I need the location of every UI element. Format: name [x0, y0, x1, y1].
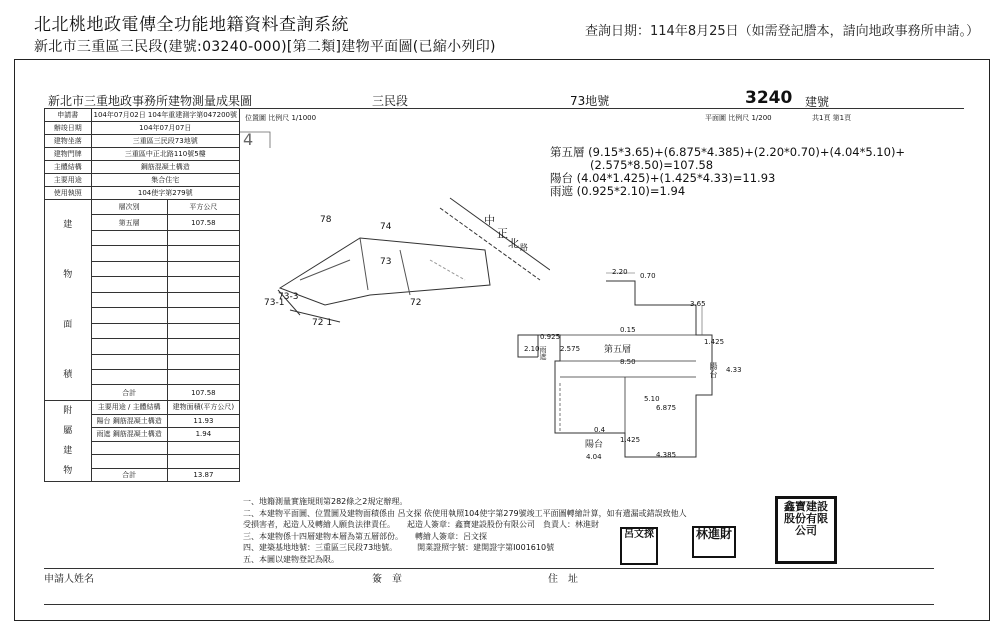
vertical-main-char: 物 [63, 270, 73, 280]
attach-h1: 主體結構 [132, 403, 161, 412]
lot-label-73-3: 73-3 [278, 292, 299, 302]
company-seal-text: 鑫寶建設股份有限公司 [784, 500, 828, 537]
attach-use-name: 雨遮 [96, 430, 111, 439]
info-row [45, 109, 240, 122]
info-row [45, 174, 240, 187]
floor-label: 第五層 [604, 345, 632, 355]
note-4: 三、本建物係十四層建物本層為第五層部份。 轉繪人簽章：呂文探 [243, 531, 487, 541]
info-row [45, 148, 240, 161]
dim-0-925: 0.925 [540, 333, 561, 341]
query-date: 查詢日期：114年8月25日（如需登記謄本，請向地政事務所申請。） [585, 24, 980, 39]
attach-use [91, 414, 167, 428]
attach-use [91, 428, 167, 442]
dim-2-10: 2.10 [524, 345, 540, 353]
floor-area: 107.58 [167, 215, 239, 230]
area-calc-line-3: 陽台 (4.04*1.425)+(1.425*4.33)=11.93 [550, 171, 776, 185]
applicant-name-label: 申請人姓名 [44, 574, 94, 585]
dim-1-425: 1.425 [704, 338, 725, 346]
area-header-sqm: 平方公尺 [167, 200, 239, 215]
footer-rule [44, 568, 934, 569]
vertical-main-char: 面 [63, 320, 73, 330]
attach-structure: 鋼筋混凝土構造 [112, 416, 162, 425]
drafter-seal [620, 527, 658, 565]
floor-name: 第五層 [91, 215, 167, 230]
info-label: 主體結構 [45, 161, 92, 174]
attach-header-row [45, 401, 240, 415]
address-label: 住 址 [548, 574, 578, 585]
vertical-main-char: 建 [63, 220, 73, 230]
info-label: 使用執照 [45, 187, 92, 200]
lot-number: 73地號 [570, 94, 610, 108]
lot-label-72-1: 72 1 [312, 318, 333, 328]
dim-2-20: 2.20 [612, 268, 628, 276]
attach-area: 11.93 [167, 414, 239, 428]
office-title: 新北市三重地政事務所建物測量成果圖 [48, 94, 253, 108]
attach-total-label: 合計 [91, 468, 167, 482]
seal-label: 簽 章 [372, 574, 402, 585]
dim-4-33: 4.33 [726, 366, 742, 374]
vertical-attach-char: 附 [63, 406, 73, 416]
section-name: 三民段 [372, 94, 409, 108]
area-calc-line-4: 雨遮 (0.925*2.10)=1.94 [550, 184, 686, 198]
vertical-attach-char: 物 [63, 466, 73, 476]
total-label: 合計 [91, 385, 167, 401]
info-label: 建物坐落 [45, 135, 92, 148]
note-2: 二、本建物平面圖、位置圖及建物面積係由 呂文探 依使用執照104使字第279號竣工平面圖轉繪計算，如有遺漏或錯誤致他人 [243, 508, 687, 518]
info-label: 申請書 [45, 109, 92, 122]
info-value: 三重區中正北路110號5樓 [91, 148, 239, 161]
company-seal [775, 496, 837, 564]
vertical-attach-label [45, 401, 92, 482]
dim-4-385: 4.385 [656, 451, 677, 459]
attach-total-value: 13.87 [167, 468, 239, 482]
dim-8-50: 8.50 [620, 358, 636, 366]
drafter-seal-text: 呂文探 [624, 529, 654, 540]
lot-label-78: 78 [320, 215, 332, 225]
info-row [45, 161, 240, 174]
info-value: 鋼筋混凝土構造 [91, 161, 239, 174]
road-char-1: 中 [484, 214, 495, 227]
lot-label-72: 72 [410, 298, 422, 308]
road-char-3: 北 [508, 237, 519, 250]
dim-5-10: 5.10 [644, 395, 660, 403]
area-calc-line-2: (2.575*8.50)=107.58 [590, 158, 714, 172]
dim-0-70: 0.70 [640, 272, 656, 280]
info-label: 辦竣日期 [45, 122, 92, 135]
road-char-4: 路 [520, 243, 528, 252]
attach-use-name: 陽台 [96, 416, 111, 425]
header-title: 北北桃地政電傳全功能地籍資料查詢系統 [34, 15, 349, 35]
eave-label: 雨遮 [539, 346, 547, 360]
attach-structure: 鋼筋混凝土構造 [112, 430, 162, 439]
lot-label-73-1: 73-1 [264, 298, 285, 308]
person-seal-text: 林進財 [695, 527, 732, 541]
dim-2-575: 2.575 [560, 345, 581, 353]
attach-header-area: 建物面積(平方公尺) [167, 401, 239, 415]
dim-0-15: 0.15 [620, 326, 636, 334]
info-value: 集合住宅 [91, 174, 239, 187]
building-suffix: 建號 [805, 95, 830, 109]
dim-3-65: 3.65 [690, 300, 706, 308]
area-header-row [45, 200, 240, 215]
note-6: 五、本圖以建物登記為限。 [243, 554, 339, 564]
balcony-label-2: 陽台 [709, 362, 718, 378]
header-subtitle: 新北市三重區三民段(建號:03240-000)[第二類]建物平面圖(已縮小列印) [34, 39, 496, 55]
vertical-main-char: 積 [63, 370, 73, 380]
lot-label-73: 73 [380, 257, 392, 267]
footer-bottom-rule [44, 604, 934, 605]
dim-1-425-b: 1.425 [620, 436, 641, 444]
area-header-floor: 層次別 [91, 200, 167, 215]
lot-label-74: 74 [380, 222, 392, 232]
note-1: 一、地籍測量實施規則第282條之2規定辦理。 [243, 497, 408, 506]
dim-4-04: 4.04 [586, 453, 602, 461]
info-value: 三重區三民段73地號 [91, 135, 239, 148]
info-value: 104年07月02日 104年重建測字第047200號 [91, 109, 239, 122]
location-scale: 位置圖 比例尺 1/1000 [245, 114, 317, 122]
attach-h0: 主要用途 [97, 403, 126, 412]
info-value: 104使字第279號 [91, 187, 239, 200]
attach-area: 1.94 [167, 428, 239, 442]
page-info: 共1頁 第1頁 [812, 114, 852, 122]
attach-header-use: 主要用途 / 主體結構 [91, 401, 167, 415]
info-row [45, 122, 240, 135]
vertical-attach-char: 屬 [63, 426, 73, 436]
info-row [45, 187, 240, 200]
balcony-label: 陽台 [585, 440, 604, 450]
building-number: 3240 [745, 88, 793, 108]
building-info-table [44, 108, 240, 482]
info-label: 主要用途 [45, 174, 92, 187]
note-5: 四、建築基地地號：三重區三民段73地號。 開業證照字號：建開證字第I001610號 [243, 543, 555, 552]
vertical-attach-char: 建 [63, 446, 73, 456]
total-value: 107.58 [167, 385, 239, 401]
plan-scale: 平面圖 比例尺 1/200 [705, 114, 772, 122]
dim-0-4: 0.4 [594, 426, 606, 434]
person-seal [692, 526, 736, 558]
note-3: 受損害者，起造人及轉繪人願負法律責任。 起造人簽章：鑫寶建設股份有限公司 負責人：林進財 [243, 520, 599, 529]
info-row [45, 135, 240, 148]
area-calc-line-1: 第五層 (9.15*3.65)+(6.875*4.385)+(2.20*0.70)+(4.04*5.10)+ [550, 145, 906, 159]
road-char-2: 正 [497, 227, 508, 240]
north-mark: 4 [243, 130, 254, 149]
vertical-main-label [45, 200, 92, 401]
dim-6-875: 6.875 [656, 404, 677, 412]
info-value: 104年07月07日 [91, 122, 239, 135]
info-label: 建物門牌 [45, 148, 92, 161]
